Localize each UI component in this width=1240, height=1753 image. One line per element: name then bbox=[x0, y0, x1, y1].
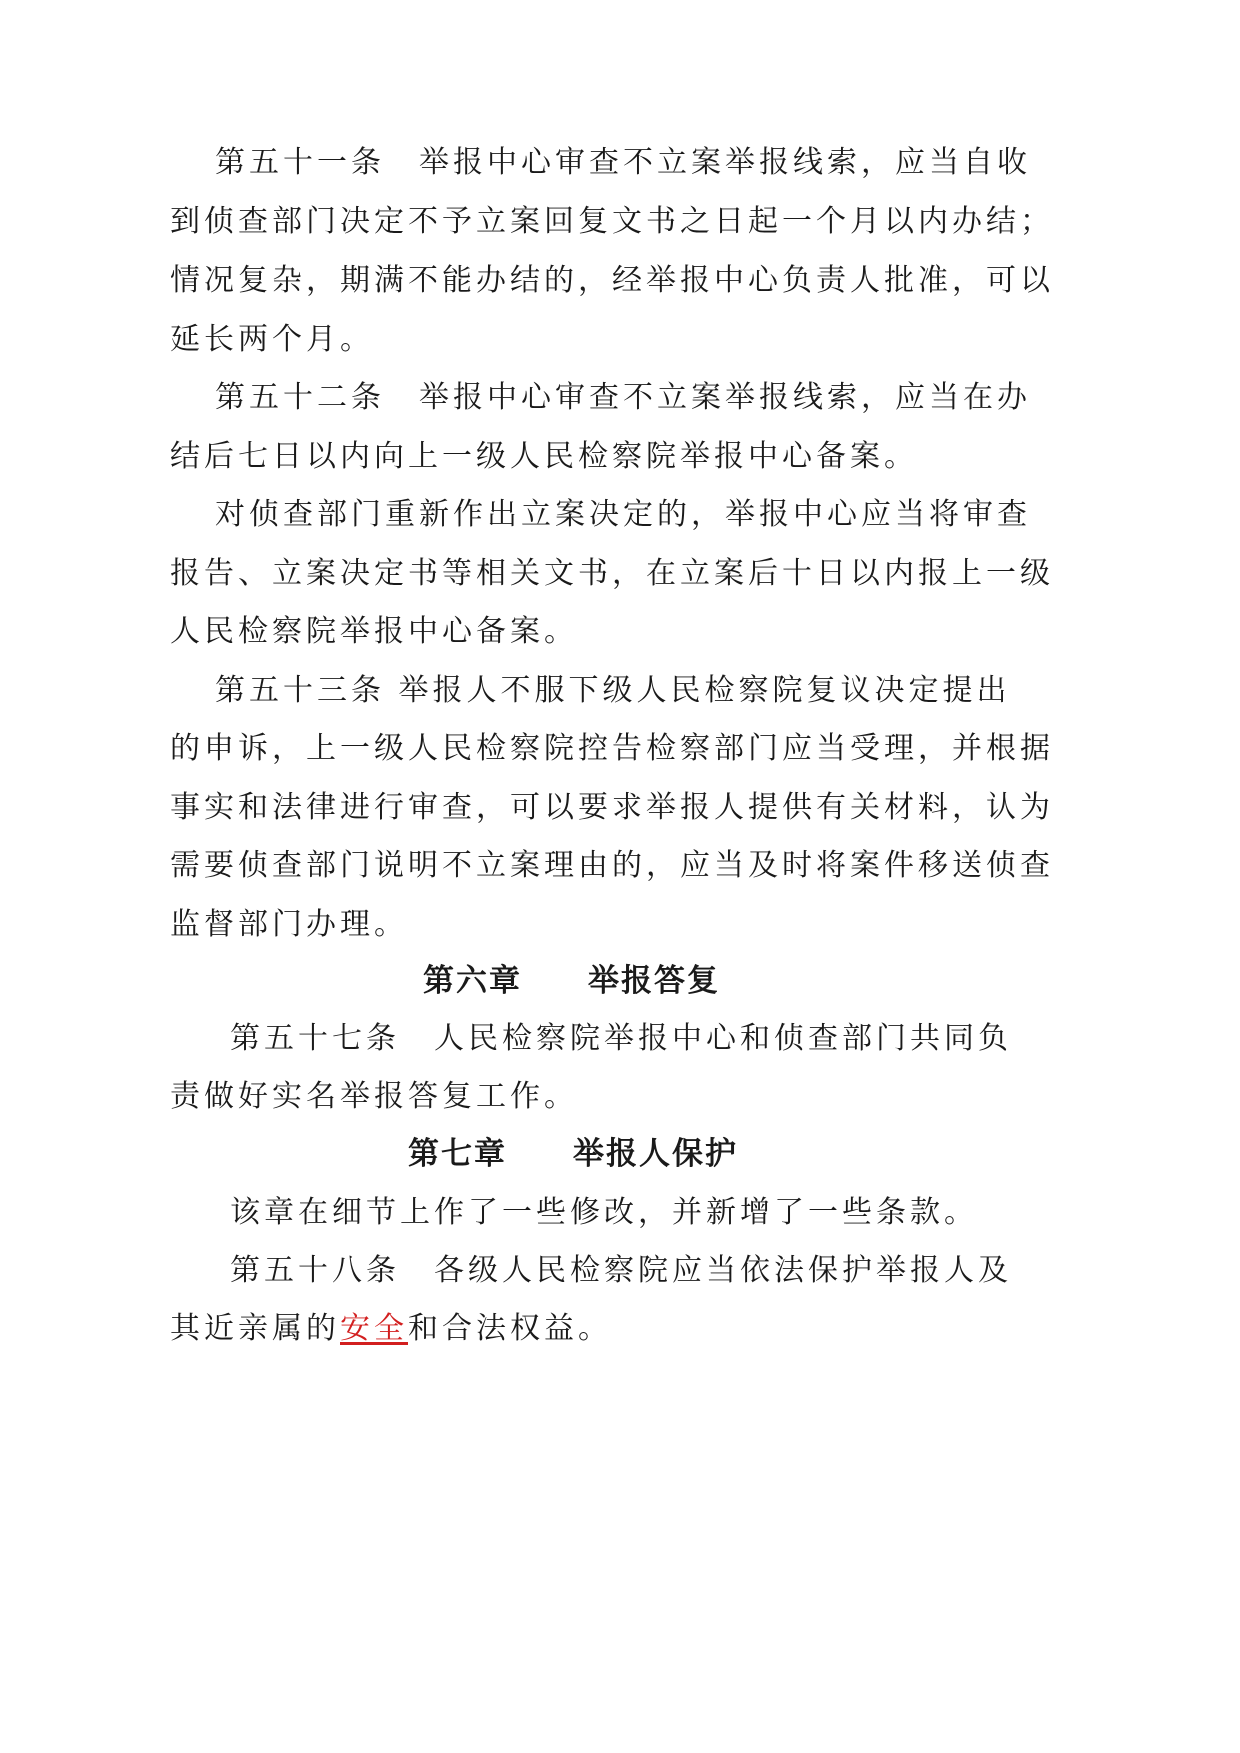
article-58-line-1: 第五十八条 各级人民检察院应当依法保护举报人及 bbox=[230, 1253, 1012, 1288]
article-53-line-5: 监督部门办理。 bbox=[170, 907, 408, 942]
refiling-line-2: 报告、立案决定书等相关文书，在立案后十日以内报上一级 bbox=[170, 556, 1054, 591]
article-58-text-before: 其近亲属的 bbox=[170, 1311, 340, 1346]
article-52-line-2: 结后七日以内向上一级人民检察院举报中心备案。 bbox=[170, 439, 918, 474]
refiling-line-3: 人民检察院举报中心备案。 bbox=[170, 614, 578, 649]
article-53-line-3: 事实和法律进行审查，可以要求举报人提供有关材料，认为 bbox=[170, 790, 1054, 825]
article-57-line-1: 第五十七条 人民检察院举报中心和侦查部门共同负 bbox=[230, 1021, 1012, 1056]
highlighted-word-safety: 安全 bbox=[340, 1311, 408, 1346]
article-53-line-4: 需要侦查部门说明不立案理由的，应当及时将案件移送侦查 bbox=[170, 848, 1054, 883]
article-58-text-after: 和合法权益。 bbox=[408, 1311, 612, 1346]
chapter-7-heading bbox=[408, 1134, 738, 1174]
article-58-line-2 bbox=[170, 1309, 612, 1349]
chapter-6-title: 举报答复 bbox=[588, 963, 720, 999]
chapter-6-number: 第六章 bbox=[423, 963, 522, 999]
article-52-line-1: 第五十二条 举报中心审查不立案举报线索，应当在办 bbox=[215, 380, 1031, 415]
article-51-line-3: 情况复杂，期满不能办结的，经举报中心负责人批准，可以 bbox=[170, 263, 1054, 298]
article-51-line-4: 延长两个月。 bbox=[170, 322, 374, 357]
article-53-line-2: 的申诉，上一级人民检察院控告检察部门应当受理，并根据 bbox=[170, 731, 1054, 766]
article-53-line-1: 第五十三条 举报人不服下级人民检察院复议决定提出 bbox=[215, 673, 1011, 708]
chapter-7-title: 举报人保护 bbox=[573, 1136, 738, 1172]
chapter-6-heading bbox=[423, 961, 720, 1001]
chapter-7-note: 该章在细节上作了一些修改，并新增了一些条款。 bbox=[230, 1195, 978, 1230]
refiling-line-1: 对侦查部门重新作出立案决定的，举报中心应当将审查 bbox=[215, 497, 1031, 532]
article-51-line-2: 到侦查部门决定不予立案回复文书之日起一个月以内办结； bbox=[170, 204, 1054, 239]
article-51-line-1: 第五十一条 举报中心审查不立案举报线索，应当自收 bbox=[215, 145, 1031, 180]
chapter-7-number: 第七章 bbox=[408, 1136, 507, 1172]
article-57-line-2: 责做好实名举报答复工作。 bbox=[170, 1079, 578, 1114]
